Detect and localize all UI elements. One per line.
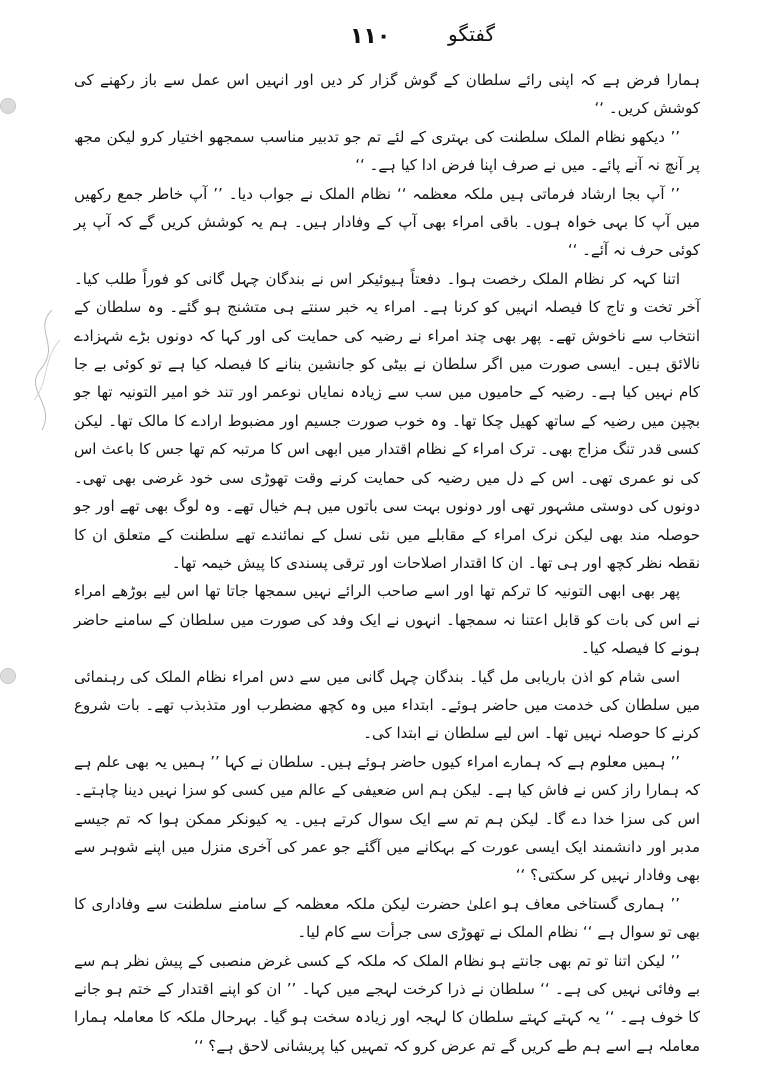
paragraph: ’’ لیکن اتنا تو تم بھی جانتے ہو نظام الملک کہ ملکہ کے کسی غرض منصبی کے پیش نظر ہم سے بے وفائی نہیں کی ہے۔ ‘‘ سلطان نے ذرا کرخت لہجے میں کہا۔ ’’ ان کو اپنے اقتدار کے ختم ہو جانے کا خوف ہے۔ ‘‘ یہ کہتے کہتے سلطان کا لہجہ اور زیادہ سخت ہو گیا۔ بہرحال ملکہ کا معاملہ ہمارا معاملہ ہے اسے ہم طے کریں گے تم عرض کرو کہ تمہیں کیا پریشانی لاحق ہے؟ ‘‘ [74,951,700,1055]
page-number: ۱۱۰ [350,24,391,49]
margin-pencil-marks [12,300,72,460]
page-header [0,14,778,54]
paragraph: ’’ ہمیں معلوم ہے کہ ہمارے امراء کیوں حاضر ہوئے ہیں۔ سلطان نے کہا ’’ ہمیں یہ بھی علم ہے کہ ہمارا راز کس نے فاش کیا ہے۔ لیکن ہم اس ضعیفی کے عالم میں کسی کو سزا نہیں دینا چاہتے۔ اس کی سزا خدا دے گا۔ لیکن ہم تم سے ایک سوال کرتے ہیں۔ یہ کیونکر ممکن ہوا کہ تم جیسے مدبر اور دانشمند ایک ایسی عورت کے بہکانے میں آگئے جو عمر کی آخری منزل میں اپنے شوہر سے بھی وفادار نہیں کر سکتی؟ ‘‘ [74,752,700,885]
paragraph: ہمارا فرض ہے کہ اپنی رائے سلطان کے گوش گزار کر دیں اور انہیں اس عمل سے باز رکھنے کی کوشش کریں۔ ‘‘ [74,71,700,118]
body-text [74,66,700,1060]
punch-hole-mark [0,668,16,684]
running-head: گفتگو [448,22,496,46]
punch-hole-mark [0,98,16,114]
paragraph: اسی شام کو اذن باریابی مل گیا۔ بندگان چہل گانی میں سے دس امراء نظام الملک کی رہنمائی میں سلطان کی خدمت میں حاضر ہوئے۔ ابتداء میں وہ کچھ مضطرب اور متذبذب تھے۔ بات شروع کرنے کا حوصلہ نہیں تھا۔ اس لیے سلطان نے ابتدا کی۔ [74,667,700,743]
paragraph: ’’ ہماری گستاخی معاف ہو اعلیٰ حضرت لیکن ملکہ معظمہ کے سامنے سلطنت سے وفاداری کا بھی تو سوال ہے ‘‘ نظام الملک نے تھوڑی سی جرأت سے کام لیا۔ [74,894,700,942]
paragraph: اتنا کہہ کر نظام الملک رخصت ہوا۔ دفعتاً ہیوئیکر اس نے بندگان چہل گانی کو فوراً طلب کیا۔ آخر تخت و تاج کا فیصلہ انہیں کو کرنا ہے۔ امراء یہ خبر سنتے ہی متشنج ہو گئے۔ وہ سلطان کے انتخاب سے ناخوش تھے۔ پھر بھی چند امراء نے رضیہ کی حمایت کی اور کہا کہ دونوں بڑے شہزادے نالائق ہیں۔ ایسی صورت میں اگر سلطان نے بیٹی کو جانشین بنانے کا فیصلہ کیا ہے تو کوئی بے جا کام نہیں کیا ہے۔ رضیہ کے حامیوں میں سب سے زیادہ نمایاں نوعمر اور تند خو امیر التونیہ تھا جو بچپن میں رضیہ کے ساتھ کھیل چکا تھا۔ وہ خوب صورت جسیم اور مضبوط ارادے کا مالک تھا۔ لیکن کسی قدر تنگ مزاج بھی۔ ترک امراء کے نظام اقتدار میں ابھی اس کا مرتبہ کم تھا جس کا باعث اس کی نو عمری تھی۔ اس کے دل میں رضیہ کی حمایت کرنے وقت تھوڑی سی خود غرضی بھی تھی۔ دونوں کی دوستی مشہور تھی اور دونوں بہت سی باتوں میں ہم خیال تھے۔ وہ لوگ بھی تھے اور جو حوصلہ مند بھی لیکن نرک امراء کے مقابلے میں نئی نسل کے نمائندے تھے سلطنت کے متعلق ان کا نقطہ نظر کچھ اور ہی تھا۔ ان کا اقتدار اصلاحات اور ترقی پسندی کا پیش خیمہ تھا۔ [74,269,700,572]
paragraph: پھر بھی ابھی التونیہ کا ترکم تھا اور اسے صاحب الرائے نہیں سمجھا جاتا تھا اس لیے بوڑھے امراء نے اس کی بات کو قابل اعتنا نہ سمجھا۔ انہوں نے ایک وفد کی صورت میں سلطان کے سامنے حاضر ہونے کا فیصلہ کیا۔ [74,582,700,658]
paragraph: ’’ دیکھو نظام الملک سلطنت کی بہتری کے لئے تم جو تدبیر مناسب سمجھو اختیار کرو لیکن مجھ پر آنچ نہ آنے پائے۔ میں نے صرف اپنا فرض ادا کیا ہے۔ ‘‘ [74,127,700,175]
paragraph: ’’ آپ بجا ارشاد فرماتی ہیں ملکہ معظمہ ‘‘ نظام الملک نے جواب دیا۔ ’’ آپ خاطر جمع رکھیں میں آپ کا بہی خواہ ہوں۔ باقی امراء بھی آپ کے وفادار ہیں۔ ہم یہ کوشش کریں گے کہ آپ پر کوئی حرف نہ آئے۔ ‘‘ [74,184,700,260]
